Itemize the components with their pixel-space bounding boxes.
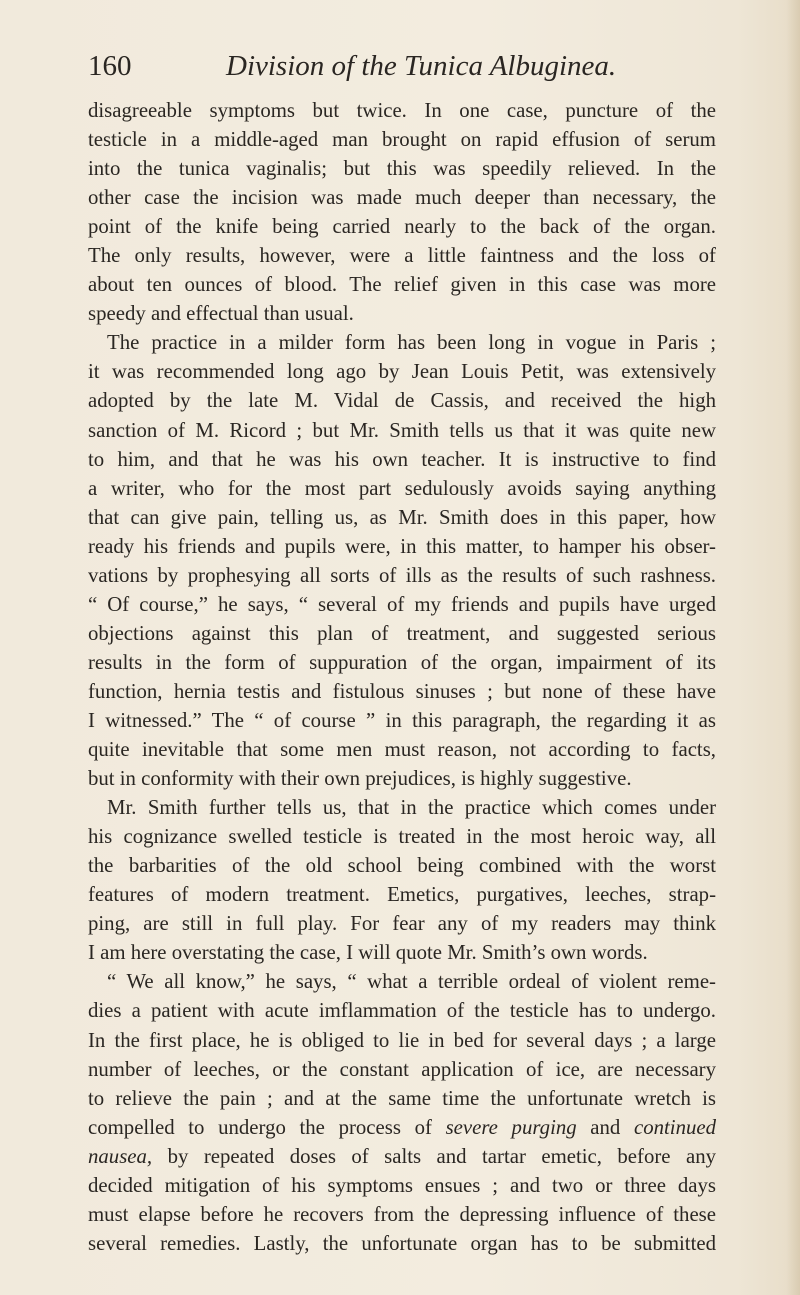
text-line: a writer, who for the most part sedulously avoids saying anything (88, 476, 716, 500)
text-line-with-italics (88, 1113, 716, 1142)
paragraph-start-line: The practice in a milder form has been long in vogue in Paris ; (107, 331, 716, 355)
text-line: about ten ounces of blood. The relief given in this case was more (88, 273, 716, 297)
text-line: In the first place, he is obliged to lie in bed for several days ; a large (88, 1028, 716, 1052)
text-line: ping, are still in full play. For fear any of my readers may think (88, 912, 716, 936)
text-line: to him, and that he was his own teacher. It is instructive to find (88, 447, 716, 471)
text-line: ready his friends and pupils were, in this matter, to hamper his obser- (88, 534, 716, 558)
text-line: that can give pain, telling us, as Mr. Smith does in this paper, how (88, 505, 716, 529)
text-line: dies a patient with acute imflammation of the testicle has to undergo. (88, 999, 716, 1023)
text-line: other case the incision was made much deeper than necessary, the (88, 186, 716, 210)
text-line: disagreeable symptoms but twice. In one case, puncture of the (88, 99, 716, 122)
text-line: vations by prophesying all sorts of ills as the results of such rashness. (88, 563, 716, 587)
body-text (88, 96, 716, 1258)
paragraph-end-line: speedy and effectual than usual. (88, 302, 354, 326)
text-line: quite inevitable that some men must reason, not according to facts, (88, 738, 716, 762)
text-run: and (590, 1115, 621, 1139)
text-line: must elapse before he recovers from the depressing influence of these (88, 1202, 716, 1226)
text-line: it was recommended long ago by Jean Louis Petit, was extensively (88, 360, 716, 384)
text-run: by repeated doses of salts and tartar emetic, before any (167, 1144, 716, 1168)
text-line: sanction of M. Ricord ; but Mr. Smith tells us that it was quite new (88, 418, 716, 442)
text-line: his cognizance swelled testicle is treated in the most heroic way, all (88, 825, 716, 849)
text-line: adopted by the late M. Vidal de Cassis, and received the high (88, 389, 716, 413)
text-line: function, hernia testis and fistulous sinuses ; but none of these have (88, 679, 716, 703)
page-edge-shadow (786, 0, 800, 1295)
running-title: Division of the Tunica Albuginea. (226, 50, 617, 82)
text-line: number of leeches, or the constant application of ice, are necessary (88, 1057, 716, 1081)
paragraph-end-line: I am here overstating the case, I will quote Mr. Smith’s own words. (88, 941, 648, 965)
text-line: the barbarities of the old school being combined with the worst (88, 854, 716, 878)
paragraph-start-line: Mr. Smith further tells us, that in the practice which comes under (107, 796, 716, 820)
paragraph-start-line: “ We all know,” he says, “ what a terrible ordeal of violent reme- (107, 970, 716, 994)
italic-word-nausea: nausea, (88, 1144, 153, 1168)
text-line: to relieve the pain ; and at the same time the unfortunate wretch is (88, 1086, 716, 1110)
text-line: point of the knife being carried nearly to the back of the organ. (88, 215, 716, 239)
running-header (88, 46, 728, 86)
text-line: decided mitigation of his symptoms ensues ; and two or three days (88, 1173, 716, 1197)
text-line: into the tunica vaginalis; but this was speedily relieved. In the (88, 157, 716, 181)
text-line: “ Of course,” he says, “ several of my friends and pupils have urged (88, 592, 716, 616)
text-line: features of modern treatment. Emetics, purgatives, leeches, strap- (88, 883, 716, 907)
text-line: results in the form of suppuration of the organ, impairment of its (88, 650, 716, 674)
text-line-with-italics (88, 1142, 716, 1171)
text-line: I witnessed.” The “ of course ” in this paragraph, the regarding it as (88, 708, 716, 732)
page-number: 160 (88, 50, 132, 82)
text-run: compelled to undergo the process of (88, 1115, 432, 1139)
italic-word-continued: continued (633, 1115, 716, 1139)
paragraph-end-line: but in conformity with their own prejudices, is highly suggestive. (88, 767, 632, 791)
text-line: The only results, however, were a little faintness and the loss of (88, 244, 716, 268)
italic-phrase-severe-purging: severe purging (445, 1115, 577, 1139)
text-line: testicle in a middle-aged man brought on rapid effusion of serum (88, 128, 716, 152)
text-line: objections against this plan of treatment, and suggested serious (88, 621, 716, 645)
text-line: several remedies. Lastly, the unfortunate organ has to be submitted (88, 1231, 716, 1255)
